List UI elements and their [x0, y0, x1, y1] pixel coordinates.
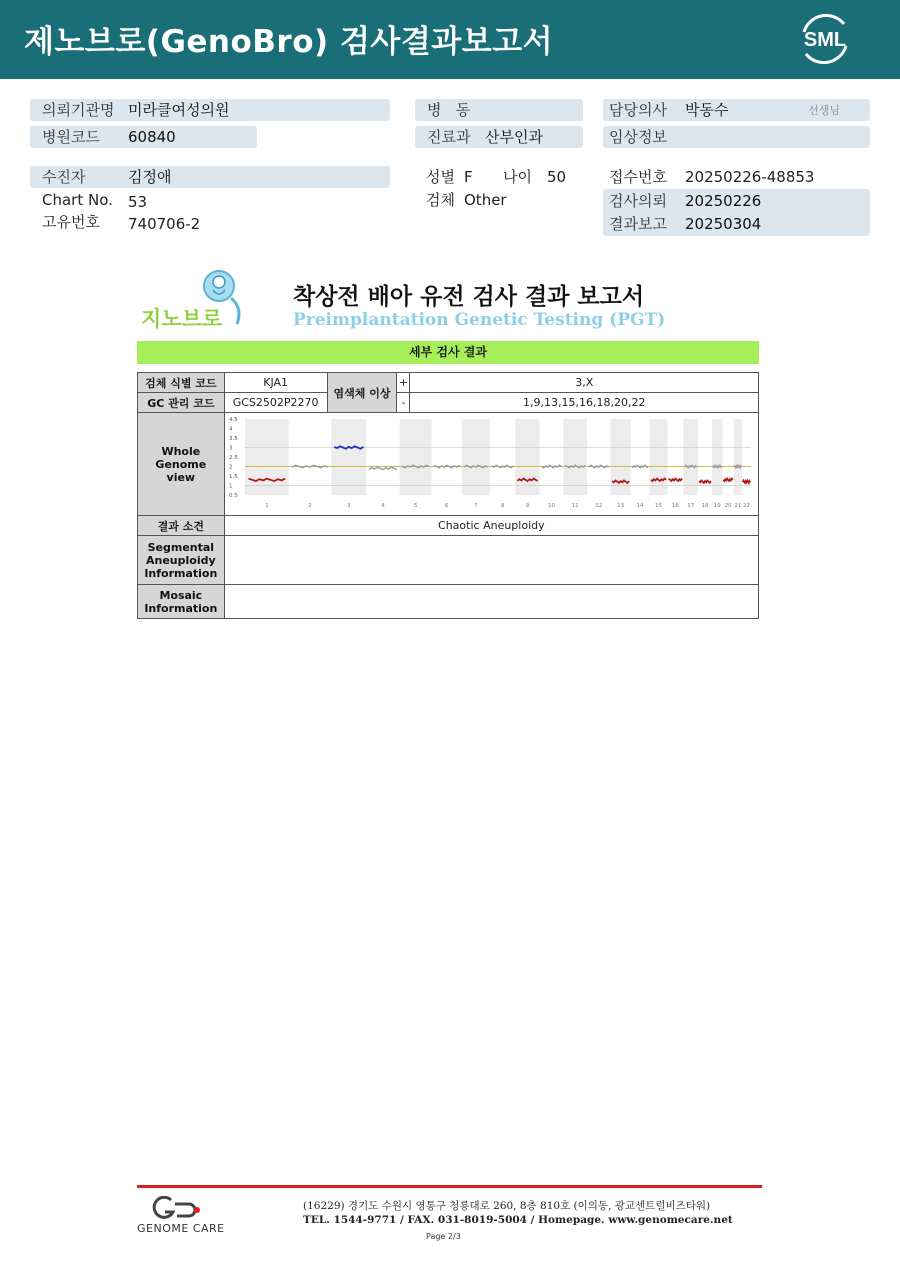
segmental-value: [224, 536, 758, 585]
table-row: [138, 516, 759, 536]
gc-code-label: GC 관리 코드: [138, 393, 225, 413]
copy-number-segment: [589, 465, 609, 467]
x-tick-label: 21: [734, 503, 742, 509]
copy-number-segment: [743, 481, 751, 483]
x-tick-label: 9: [526, 503, 530, 509]
genome-care-logo-text: GENOME CARE: [137, 1222, 225, 1235]
x-tick-label: 15: [655, 503, 663, 509]
unique-id-value: 740706-2: [128, 215, 201, 233]
copy-number-segment: [492, 465, 514, 467]
y-tick-label: 1.5: [229, 474, 239, 480]
sex-label: 성별: [426, 168, 455, 186]
x-tick-label: 20: [724, 503, 732, 509]
y-tick-label: 3: [229, 445, 233, 452]
footer-contact: TEL. 1544-9771 / FAX. 031-8019-5004 / Homepage. www.genomecare.net: [303, 1214, 733, 1226]
table-row: [138, 413, 759, 516]
receipt-value: 20250226-48853: [685, 168, 815, 186]
doctor-field: [603, 99, 870, 121]
x-tick-label: 17: [687, 503, 695, 509]
department-label: 진료과: [427, 128, 471, 146]
page-number: Page 2/3: [426, 1232, 461, 1241]
report-header: [0, 0, 900, 79]
dates-field: [603, 189, 870, 236]
x-tick-label: 14: [636, 503, 644, 509]
finding-label: 결과 소견: [138, 516, 225, 536]
report-date-value: 20250304: [685, 215, 762, 233]
chart-no-value: 53: [128, 193, 148, 211]
x-tick-label: 1: [265, 503, 269, 509]
x-tick-label: 4: [381, 503, 386, 509]
patient-field: [30, 166, 390, 188]
footer-address: (16229) 경기도 수원시 영통구 청룡대로 260, 8층 810호 (이의동, 광교센트럴비즈타워): [303, 1200, 711, 1212]
table-row: [138, 585, 759, 619]
x-tick-label: 6: [445, 503, 449, 509]
sample-id-value: KJA1: [224, 373, 327, 393]
chart-no-label: Chart No.: [42, 191, 113, 209]
department-value: 산부인과: [485, 128, 543, 146]
x-tick-label: 13: [617, 503, 625, 509]
request-label: 검사의뢰: [609, 192, 667, 210]
copy-number-segment: [669, 479, 682, 481]
y-tick-label: 2.5: [229, 455, 239, 461]
institution-field: [30, 99, 390, 121]
sex-value: F: [464, 168, 473, 186]
chromosome-band: [734, 419, 742, 495]
genobro-logo-text: 지노브로: [141, 308, 223, 330]
y-tick-label: 1: [229, 483, 233, 490]
age-value: 50: [547, 168, 567, 186]
finding-value: Chaotic Aneuploidy: [224, 516, 758, 536]
y-tick-label: 4: [229, 426, 233, 433]
hospital-code-value: 60840: [128, 128, 176, 146]
receipt-label: 접수번호: [609, 168, 667, 186]
request-value: 20250226: [685, 192, 762, 210]
plus-value: 3,X: [410, 373, 759, 393]
chromosome-band: [462, 419, 490, 495]
chromosome-band: [400, 419, 432, 495]
genobro-logo-icon: [139, 268, 259, 330]
x-tick-label: 5: [414, 503, 418, 509]
x-tick-label: 22: [743, 503, 751, 509]
specimen-value: Other: [464, 191, 507, 209]
hospital-code-label: 병원코드: [42, 128, 100, 146]
minus-value: 1,9,13,15,16,18,20,22: [410, 393, 759, 413]
x-tick-label: 19: [714, 503, 722, 509]
copy-number-segment: [724, 479, 733, 481]
plus-sign: +: [397, 373, 410, 393]
x-tick-label: 12: [595, 503, 603, 509]
footer-divider: [137, 1185, 762, 1188]
patient-label: 수진자: [42, 168, 86, 186]
copy-number-segment: [651, 479, 666, 481]
sml-logo-text: SML: [803, 29, 847, 51]
x-tick-label: 16: [672, 503, 680, 509]
copy-number-segment: [292, 465, 328, 467]
unique-id-label: 고유번호: [42, 213, 100, 231]
chromosome-band: [245, 419, 289, 495]
department-field: [415, 126, 583, 148]
copy-number-segment: [699, 481, 711, 483]
y-tick-label: 4.5: [229, 417, 239, 423]
whole-genome-label: Whole Genome view: [138, 413, 225, 516]
doctor-label: 담당의사: [609, 101, 667, 119]
x-tick-label: 2: [308, 503, 313, 509]
ward-label: 병 동: [427, 101, 471, 119]
ward-field: [415, 99, 583, 121]
institution-label: 의뢰기관명: [42, 101, 115, 119]
sml-logo-icon: [798, 14, 852, 64]
page-title: 제노브로(GenoBro) 검사결과보고서: [24, 24, 554, 60]
copy-number-segment: [369, 467, 397, 469]
x-tick-label: 11: [572, 503, 580, 509]
chromosome-band: [712, 419, 722, 495]
chromosome-band: [516, 419, 540, 495]
chromosome-band: [564, 419, 588, 495]
section-title: 세부 검사 결과: [137, 341, 759, 364]
copy-number-segment: [542, 465, 562, 467]
hospital-code-field: [30, 126, 257, 148]
sample-id-label: 검체 식별 코드: [138, 373, 225, 393]
report-date-label: 결과보고: [609, 215, 667, 233]
table-row: [138, 373, 759, 393]
mosaic-label: Mosaic Information: [138, 585, 225, 619]
table-row: [138, 536, 759, 585]
whole-genome-chart: [227, 415, 755, 510]
minus-sign: -: [397, 393, 410, 413]
specimen-label: 검체: [426, 191, 455, 209]
segmental-label: Segmental Aneuploidy Information: [138, 536, 225, 585]
footer-address-block: [303, 1199, 733, 1227]
y-tick-label: 0.5: [229, 493, 239, 499]
doctor-suffix: 선생님: [808, 104, 840, 117]
gc-code-value: GCS2502P2270: [224, 393, 327, 413]
chromosome-band: [332, 419, 367, 495]
patient-value: 김정애: [128, 168, 172, 186]
report-title-ko: 착상전 배아 유전 검사 결과 보고서: [293, 284, 645, 310]
report-title-en: Preimplantation Genetic Testing (PGT): [293, 310, 666, 330]
x-tick-label: 10: [548, 503, 556, 509]
age-label: 나이: [503, 168, 532, 186]
chrom-abn-label: 염색체 이상: [327, 373, 397, 413]
doctor-value: 박동수: [685, 101, 729, 119]
genome-chart-cell: [224, 413, 758, 516]
institution-value: 미라클여성의원: [128, 101, 230, 119]
x-tick-label: 8: [501, 503, 505, 509]
x-tick-label: 7: [474, 503, 478, 509]
chromosome-band: [650, 419, 668, 495]
y-tick-label: 3.5: [229, 436, 239, 442]
result-table: [137, 372, 759, 619]
x-tick-label: 18: [701, 503, 709, 509]
y-tick-label: 2: [229, 464, 233, 471]
mosaic-value: [224, 585, 758, 619]
clinical-field: [603, 126, 870, 148]
chromosome-band: [684, 419, 699, 495]
x-tick-label: 3: [347, 503, 351, 509]
clinical-label: 임상정보: [609, 128, 667, 146]
table-row: [138, 393, 759, 413]
